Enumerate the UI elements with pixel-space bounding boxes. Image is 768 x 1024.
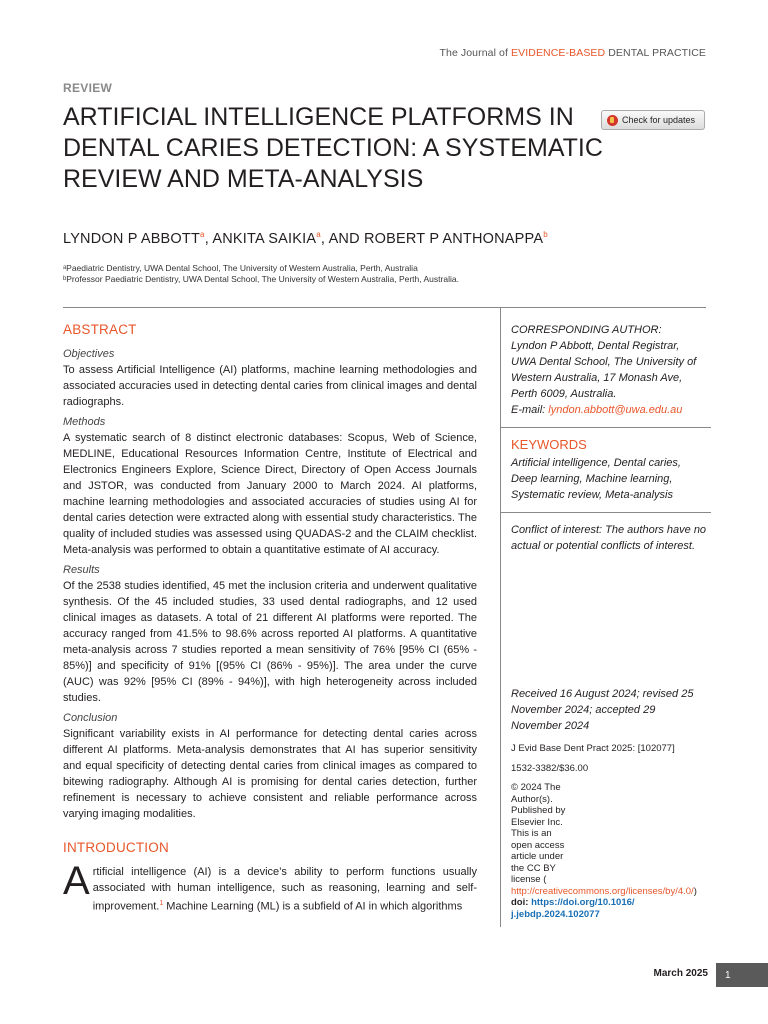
sidebar-divider: [500, 427, 711, 428]
license-link-line: [511, 886, 711, 898]
objectives-heading: Objectives: [63, 348, 115, 360]
check-for-updates-button[interactable]: [601, 110, 705, 130]
footer-date: March 2025: [653, 968, 708, 979]
author-name: LYNDON P ABBOTT: [63, 230, 201, 247]
license-link[interactable]: http://creativecommons.org/licenses/by/4.0/: [511, 885, 694, 897]
section-label: REVIEW: [63, 81, 113, 95]
license-text-part: ): [693, 885, 697, 897]
publication-info: [511, 743, 711, 920]
column-divider: [500, 307, 501, 927]
introduction-heading: INTRODUCTION: [63, 840, 169, 855]
results-text: Of the 2538 studies identified, 45 met the inclusion criteria and underwent qualitative synthesis. Of the 45 included studies, 33 used dental radiographs, and 12 used clinical images as datasets. A total of 21 different AI platforms were reported. The accuracy ranged from 41.5% to 98.6% across reported AI platforms. A quantitative meta-analysis across 7 studies reported a mean sensitivity of 76% [95% CI (65% - 85%)] and specificity of 91% [(95% CI (86% - 95%)]. The area under the curve (AUC) was 92% [95% CI (89% - 94%)], with high heterogeneity across included studies.: [63, 580, 477, 704]
check-for-updates-icon: [607, 115, 618, 126]
email-line: [511, 402, 707, 418]
methods-heading: Methods: [63, 416, 106, 428]
affiliation-marker: b: [543, 230, 548, 239]
issn: 1532-3382/$36.00: [511, 762, 589, 774]
methods-text: A systematic search of 8 distinct electronic databases: Scopus, Web of Science, MEDLINE, Educational Resources Information Centre, Institute of Electrical and Electronics Engineers Explore, Science Direct, Directory of Open Access Journals and JSTOR, was conducted from January 2000 to March 2024. AI platforms, machine learning methodologies and associated accuracies of studies using AI for dental caries detection were extracted along with essential study characteristics. The quality of included studies was assessed using QUADAS-2 and the CLAIM checklist. Meta-analysis was performed to obtain a quantitative estimate of AI accuracy.: [63, 432, 477, 556]
citation: J Evid Base Dent Pract 2025: [102077]: [511, 743, 675, 754]
email-label: E-mail:: [511, 404, 549, 416]
reference-link[interactable]: 1: [159, 900, 164, 907]
doi-label: doi:: [511, 897, 532, 908]
introduction-text: [63, 859, 477, 915]
conclusion-text: Significant variability exists in AI performance for detecting dental caries across different AI platforms. Meta-analysis demonstrates that AI has superior sensitivity and equal specificity of detecting dental caries from clinical images as compared to bitewing radiography. Although AI is promising for dental caries detection, further refinement is necessary to achieve consistent and reliable performance across varying imaging modalities.: [63, 728, 477, 820]
header-divider: [63, 307, 706, 308]
license-text: [511, 782, 575, 886]
email-link[interactable]: lyndon.abbott@uwa.edu.au: [548, 404, 683, 416]
license-text-part: © 2024 The Author(s). Published by Elsevier Inc. This is an open access article under the CC BY license (: [511, 782, 566, 885]
journal-prefix: The Journal of: [439, 47, 512, 59]
doi-line: [511, 897, 661, 920]
dropcap-letter: A: [63, 859, 90, 903]
corresponding-author-text: Lyndon P Abbott, Dental Registrar, UWA Dental School, The University of Western Australia, 17 Monash Ave, Perth 6009, Australia.: [511, 340, 697, 400]
abstract-heading: ABSTRACT: [63, 322, 137, 337]
conclusion-heading: Conclusion: [63, 712, 118, 724]
introduction-text-part: rtificial intelligence (AI) is a device’s ability to perform functions usually associated with human intelligence, such as reasoning, learning and self-improvement.: [92, 866, 477, 913]
article-title: ARTIFICIAL INTELLIGENCE PLATFORMS IN DENTAL CARIES DETECTION: A SYSTEMATIC REVIEW AND META-ANALYSIS: [63, 103, 603, 193]
introduction-text-part: Machine Learning (ML) is a subfield of AI in which algorithms: [163, 900, 463, 913]
doi-link[interactable]: https://doi.org/10.1016/ j.jebdp.2024.102077: [511, 897, 635, 920]
affiliation-line: ᵇProfessor Paediatric Dentistry, UWA Dental School, The University of Western Australia, Perth, Australia.: [63, 274, 459, 284]
main-column: [63, 322, 477, 919]
page-number: 1: [716, 963, 768, 987]
received-dates: Received 16 August 2024; revised 25 November 2024; accepted 29 November 2024: [511, 688, 694, 732]
keywords-text: Artificial intelligence, Dental caries, Deep learning, Machine learning, Systematic review, Meta-analysis: [511, 457, 681, 501]
journal-suffix: DENTAL PRACTICE: [605, 47, 706, 59]
check-for-updates-label: Check for updates: [622, 115, 696, 125]
journal-name: [439, 47, 706, 59]
sidebar-divider: [500, 512, 711, 513]
results-heading: Results: [63, 564, 100, 576]
objectives-text: To assess Artificial Intelligence (AI) platforms, machine learning methodologies and associated accuracies used in detecting dental caries from clinical images and dental radiographs.: [63, 364, 477, 408]
affiliation-marker: a: [200, 230, 205, 239]
corresponding-author-heading: CORRESPONDING AUTHOR:: [511, 324, 662, 336]
author-list: LYNDON P ABBOTT$^a$, ANKITA SAIKIA$^a$, AND ROBERT P ANTHONAPPA$^b$: [63, 230, 548, 247]
journal-highlight: EVIDENCE-BASED: [511, 47, 606, 59]
corresponding-author: [511, 322, 707, 418]
author-name: ANKITA SAIKIA: [212, 230, 317, 247]
affiliation-marker: a: [316, 230, 321, 239]
affiliations: [63, 263, 459, 285]
sidebar-column: [511, 322, 707, 554]
author-name: AND ROBERT P ANTHONAPPA: [328, 230, 544, 247]
keywords-heading: KEYWORDS: [511, 437, 587, 452]
conflict-of-interest: Conflict of interest: The authors have no actual or potential conflicts of interest.: [511, 524, 707, 552]
affiliation-line: ᵃPaediatric Dentistry, UWA Dental School, The University of Western Australia, Perth, Australia: [63, 263, 418, 273]
